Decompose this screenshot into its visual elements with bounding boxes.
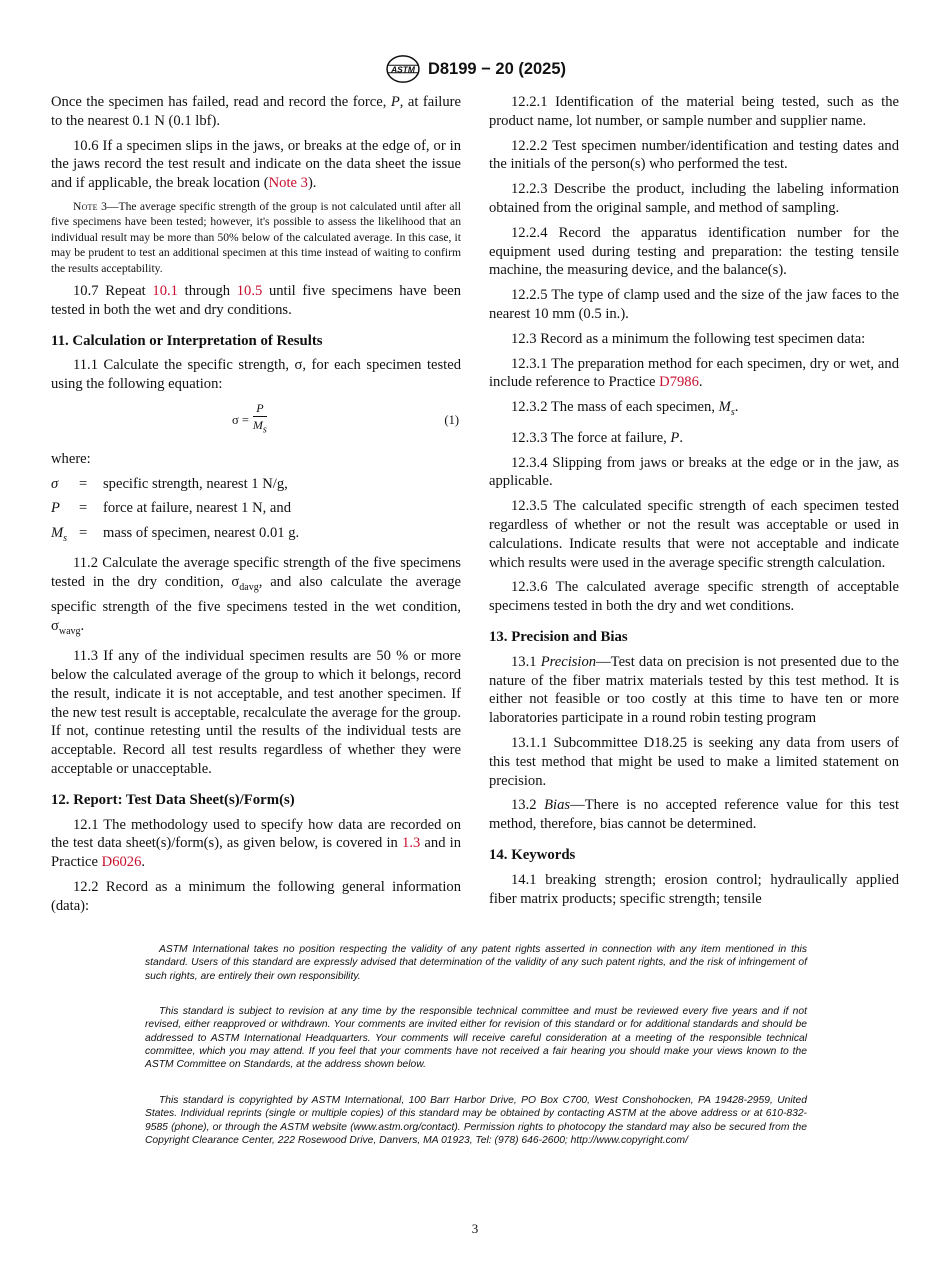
- note-3: Note 3—The average specific strength of the group is not calculated until after all five specimens have been tested; however, it's possible to assess the likelihood that an individual result may be more than 50% below of the calculated average. In this case, it may be prudent to test an additional specimen at this time instead of waiting to confirm the results acceptability.: [51, 199, 461, 275]
- paragraph-12-3-5: 12.3.5 The calculated specific strength of each specimen tested regardless of whether or not the result was acceptable or used in calculations. Indicate results that were not acceptable and indicate which results were used in the average specific strength calculation.: [489, 498, 899, 571]
- paragraph-12-3-4: 12.3.4 Slipping from jaws or breaks at the edge or in the jaw, as applicable.: [489, 454, 899, 490]
- revision-notice: This standard is subject to revision at any time by the responsible technical committee and must be reviewed every five years and if not revised, either reapproved or withdrawn. Your comments are invited either for revision of this standard or for additional standards and should be addressed to ASTM International Headquarters. Your comments will receive careful consideration at a meeting of the responsible technical committee, which you may attend. If you feel that your comments have not received a fair hearing you should make your views known to the ASTM Committee on Standards, at the address shown below.: [145, 1006, 807, 1071]
- section-11-heading: 11. Calculation or Interpretation of Results: [51, 332, 323, 349]
- paragraph-12-2-2: 12.2.2 Test specimen number/identification and testing dates and the initials of the person(s) who performed the test.: [489, 137, 899, 173]
- paragraph-12-3-6: 12.3.6 The calculated average specific strength of acceptable specimens tested in both the dry and wet conditions.: [489, 579, 899, 615]
- definition-row: $M_s$ = mass of specimen, nearest 0.01 g.: [51, 524, 300, 544]
- section-12-heading: 12. Report: Test Data Sheet(s)/Form(s): [51, 791, 295, 808]
- paragraph-11-2: 11.2 Calculate the average specific strength of the five specimens tested in the dry condition, $\sigma_{davg}$, and also calculate the average specific strength of the five specimens tested in the wet condition, $\sigma_{wavg}$.: [51, 555, 461, 637]
- equation-1: σ = $\frac{P}{M_s}$ (1): [232, 401, 459, 436]
- paragraph-10-5-cont: Once the specimen has failed, read and record the force, P, at failure to the nearest 0.1 N (0.1 lbf).: [51, 94, 461, 129]
- d7986-link[interactable]: D7986: [659, 374, 699, 391]
- paragraph-14-1: 14.1 breaking strength; erosion control; hydraulically applied fiber matrix products; specific strength; tensile: [489, 871, 899, 907]
- copyright-notice: This standard is copyrighted by ASTM International, 100 Barr Harbor Drive, PO Box C700, West Conshohocken, PA 19428-2959, United States. Individual reprints (single or multiple copies) of this standard may be obtained by contacting ASTM at the above address or at 610-832-9585 (phone), or through the ASTM website (www.astm.org/contact). Permission rights to photocopy the standard may also be secured from the Copyright Clearance Center, 222 Rosewood Drive, Danvers, MA 01923, Tel: (978) 646-2600; http://www.copyright.com/: [145, 1095, 807, 1146]
- paragraph-12-3-3: 12.3.3 The force at failure, P.: [511, 429, 683, 446]
- astm-logo-icon: [384, 54, 422, 84]
- paragraph-12-3-1: 12.3.1 The preparation method for each specimen, dry or wet, and include reference to Practice D7986.: [489, 355, 899, 391]
- d6026-link[interactable]: D6026: [101, 854, 142, 871]
- section-10-1-link[interactable]: 10.1: [152, 283, 178, 300]
- paragraph-12-3-2: 12.3.2 The mass of each specimen, $M_s$.: [511, 399, 739, 419]
- definition-row: σ = specific strength, nearest 1 N/g,: [51, 475, 288, 492]
- paragraph-12-2-5: 12.2.5 The type of clamp used and the size of the jaw faces to the nearest 10 mm (0.5 in.).: [489, 287, 899, 322]
- section-1-3-link[interactable]: 1.3: [402, 835, 421, 852]
- paragraph-12-2-4: 12.2.4 Record the apparatus identification number for the equipment used during testing and preparation: the testing tensile machine, the measuring device, and the balance(s).: [489, 224, 899, 279]
- equation-number: (1): [444, 412, 459, 427]
- note-3-link[interactable]: Note 3: [268, 175, 308, 192]
- page-header: [0, 54, 950, 84]
- section-13-heading: 13. Precision and Bias: [489, 629, 628, 646]
- paragraph-13-2: 13.2 Bias—There is no accepted reference value for this test method, therefore, bias cannot be determined.: [489, 797, 900, 833]
- paragraph-10-7: 10.7 Repeat 10.1 through 10.5 until five specimens have been tested in both the wet and dry conditions.: [51, 283, 462, 318]
- paragraph-12-2-1: 12.2.1 Identification of the material being tested, such as the product name, lot number, or sample number and supplier name.: [489, 94, 899, 129]
- symbol-definitions: [51, 475, 461, 549]
- page-number: 3: [471, 1221, 479, 1236]
- paragraph-13-1-1: 13.1.1 Subcommittee D18.25 is seeking any data from users of this test method that might be used to make a limited statement on precision.: [489, 735, 899, 789]
- paragraph-12-1: 12.1 The methodology used to specify how data are recorded on the test data sheet(s)/form(s), as given below, is covered in 1.3 and in Practice D6026.: [51, 816, 461, 871]
- right-column: [489, 93, 899, 914]
- paragraph-11-1: 11.1 Calculate the specific strength, σ, for each specimen tested using the following equation:: [51, 357, 461, 393]
- section-14-heading: 14. Keywords: [489, 847, 576, 863]
- paragraph-12-2-3: 12.2.3 Describe the product, including the labeling information obtained from the original sample, and method of sampling.: [489, 181, 899, 216]
- paragraph-12-3: 12.3 Record as a minimum the following test specimen data:: [511, 330, 866, 347]
- section-10-5-link[interactable]: 10.5: [236, 283, 263, 300]
- paragraph-10-6: 10.6 If a specimen slips in the jaws, or breaks at the edge of, or in the jaws record the test result and indicate on the data sheet the issue and if applicable, the break location (Note 3).: [51, 137, 461, 192]
- paragraph-11-3: 11.3 If any of the individual specimen results are 50 % or more below the calculated average of the group to which it belongs, record the result, indicate it is not acceptable, and test another specimen. If the new test result is acceptable, recalculate the average for the group. If not, continue retesting until the results of the individual tests are acceptable. Record all test results regardless of whether they were acceptable or unacceptable.: [51, 648, 461, 778]
- paragraph-12-2: 12.2 Record as a minimum the following general information (data):: [51, 879, 461, 914]
- paragraph-13-1: 13.1 Precision—Test data on precision is not presented due to the nature of the fiber matrix materials tested by this test method. It is either not feasible or too costly at this time to have ten or more laboratories participate in a round robin testing program: [489, 653, 900, 727]
- svg-text:ASTM: ASTM: [391, 64, 415, 75]
- document-id: D8199 − 20 (2025): [427, 59, 567, 78]
- patent-notice: ASTM International takes no position respecting the validity of any patent rights asserted in connection with any item mentioned in this standard. Users of this standard are expressly advised that determination of the validity of any such patent rights, and the risk of infringement of such rights, are entirely their own responsibility.: [145, 944, 807, 982]
- definition-row: P = force at failure, nearest 1 N, and: [51, 500, 292, 517]
- left-column: [51, 93, 461, 922]
- where-label: where:: [51, 451, 91, 467]
